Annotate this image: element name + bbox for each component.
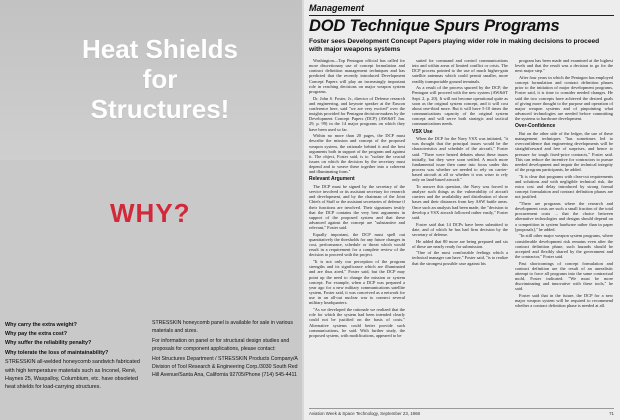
subheading-over-confidence: Over-Confidence <box>515 123 556 130</box>
ad-headline-line-3: Structures! <box>90 94 230 124</box>
ad-contact-block <box>152 320 298 382</box>
paragraph: Within no more than 20 pages, the DCP must describe the mission and concept of the proposed weapon system, the rationale behind it and the best arguments both in support of the program and against it. The object, Foster said, is to "isolate the crucial issues on which the decision by the secretary must depend and to weave these together into a coherent and illuminating form." <box>309 133 405 175</box>
ad-why-text: WHY? <box>110 198 191 228</box>
paragraph: Past shortcomings of concept formulation and contract definition are the result of an unrealistic attempt to force all programs into the same contractual mold, Foster indicated. "We must be more discriminating and innovative with these tools," he said. <box>515 260 613 292</box>
ad-availability-text: STRESSKIN honeycomb panel is available for sale in various materials and sizes. <box>152 320 293 334</box>
article-column-2 <box>412 58 508 408</box>
ad-headline <box>60 34 260 124</box>
paragraph: Dr. John S. Foster, Jr., director of Defense research and engineering, and keynote speaker at the Eascon conference here, said "we are very excited" over the insights provided for Pentagon decision-makers by the Development Concept Papers (DCP) (AW&ST Jan. 29, p. 99) in the 14 major programs on which they have been used so far. <box>309 95 405 132</box>
article-deck: Foster sees Development Concept Papers playing wider role in making decisions to proceed with major weapons systems <box>309 38 600 53</box>
article-column-3 <box>515 58 613 408</box>
advertisement-page <box>0 0 302 420</box>
paragraph: The DCP must be signed by the secretary of the service involved or its assistant secretary for research and development, and by the chairman of the Joint Chiefs of Staff or the assistant secretaries of defense if their functions are involved. Their signatures testify that the DCP contains the very best arguments in support of the proposed system and that these advanced against the concept are "substantive and relevant," Foster said. <box>309 183 405 231</box>
section-label: Management <box>309 3 365 13</box>
page-number: 71 <box>609 411 614 416</box>
article-column-1 <box>309 58 405 408</box>
ad-headline-line-1: Heat Shields <box>81 34 239 64</box>
paragraph: "As we developed the rationale we realized that the role for which the system had been intended clearly could not be justified on the basis of costs." Alternative systems could better provide such communications, he said. With further study, the proposed system, with modifications, appeared to be <box>309 307 405 338</box>
ad-contact-address: Hot Structures Department / STRESSKIN Products Company/A Division of Tool Research & Engineering Corp./3030 South Red Hill Avenue/Santa Ana, California 92705/Phone (714) 545-4411 <box>152 356 298 378</box>
ad-questions-block <box>5 321 145 391</box>
paragraph: As a result of the process spurred by the DCP, the Pentagon will proceed with the new system (AW&ST Sept. 2, p. 20). It will not become operational quite as soon as the original system concept, and it will cost about one-third more. But it will have 5-10 times the communications capacity of the original system concept and will serve both strategic and tactical communications needs. <box>412 85 508 127</box>
article-page <box>304 0 620 420</box>
paragraph: Washington—Top Pentagon official has called for more discretionary use of concept formulation and contract definition management techniques and has predicted that the recently introduced Development Concept Papers will play an increasingly important role in reaching decisions on major weapon system programs. <box>309 58 405 94</box>
footer-publication: Aviation Week & Space Technology, September 23, 1968 <box>309 411 420 416</box>
article-title: DOD Technique Spurs Programs <box>309 17 560 35</box>
ad-question-3: Why suffer the reliability penalty? <box>5 340 92 347</box>
paragraph: To answer this question, the Navy was forced to analyze such things as the vulnerability of aircraft carriers and the availability and distribution of shore bases and their distances from key ASW battle areas. Once such an analysis had been made, the "decision to develop a VSX aircraft followed rather easily," Foster said. <box>412 183 508 220</box>
paragraph: Equally important, the DCP must spell out quantitatively the thresholds for any future changes in cost, performance, schedule or threat which would result in a requirement for a complete review of the decision to proceed with the project. <box>309 231 405 258</box>
ad-question-1: Why carry the extra weight? <box>5 322 77 328</box>
subheading-relevant-argument: Relevant Argument <box>309 176 355 183</box>
paragraph: suited for command and control communications into and within areas of limited conflict or crisis. The DCP process pointed to the use of much higher-gain satellite antennas which could permit smaller, more readily transportable ground terminals. <box>412 58 508 84</box>
paragraph: "One of the most comfortable feelings which a technical manager can have," Foster said, "is to realize that the strongest possible case against his <box>412 250 508 266</box>
subheading-vsx-use: VSX Use <box>412 128 433 135</box>
paragraph: "It is clear that programs with clear-cut requirements and solutions and with negligible technical risk, the extra cost and delay introduced by strong formal concept formulation and contract definition phases are not justified. <box>515 173 613 200</box>
paragraph: But on the other side of the ledger, the use of these management techniques "has sometimes led to overconfidence that engineering developments will be straightforward and free of surprises, and hence to pressure for tough fixed-price contracts," Foster said. This can reduce the incentive for contractors to pursue needed development and impair the technical integrity of the program participants, he added. <box>515 130 613 172</box>
paragraph: After four years in which the Pentagon has employed concept formulation and contract definition phases prior to the initiation of major development programs, Foster said, it is time to consider needed changes. He said the two concepts have achieved the desired goals of giving more thought to the purpose and operation of major weapon systems and of pinpointing what advanced technologies are needed before committing the systems to hardware development. <box>515 74 613 122</box>
ad-headline-line-2: for <box>142 64 178 94</box>
ad-question-4: Why tolerate the loss of maintainability? <box>5 349 109 356</box>
page-footer <box>309 408 614 416</box>
paragraph: He added that 80 more are being prepared and six of these are nearly ready for submission. <box>412 238 508 249</box>
paragraph: "There are programs where the research and development costs are such a small fraction of the total procurement costs ... that the choice between alternative technologies and designs should depend on a competition in system hardware rather than in paper [proposals]," he added. <box>515 200 613 232</box>
paragraph: program has been made and examined at the highest levels and that the result was a decision to go for the next major step." <box>515 58 613 74</box>
ad-question-2: Why pay the extra cost? <box>5 331 68 338</box>
ad-info-text: For information on panel or for structural design studies and proposals for component applications, please contact: <box>152 338 290 352</box>
paragraph: "In still other major weapon system programs, where considerable development risk remains even after the contract definition phase, such hazards should be accepted and flexibly shared by the government and the contractor," Foster said. <box>515 233 613 259</box>
paragraph: When the DCP for the Navy VSX was initiated, "it was thought that the principal issues would be the characteristics and schedule of the aircraft," Foster said. "There were heated debates about these issues initially, but they were soon settled. A much more fundamental issue then came into focus under this process was whether we needed to rely on carrier-based aircraft at all or whether it was wiser to rely only on land-based aircraft." <box>412 136 508 183</box>
paragraph: "It is not only our perception of the program strengths and its significance which are illuminated and are thus aired," Foster said, but the DCP may point up the need to change the mission or system concept. For example, when a DCP was prepared a year ago for a new military communications satellite system, Foster said, it was conceived as a network for use in an all-out nuclear war to connect several military headquarters. <box>309 259 405 306</box>
paragraph: Foster said that 14 DCPs have been submitted to date, and of which he has had firm decision by the secretary of defense. <box>412 221 508 237</box>
section-rule <box>309 15 614 16</box>
ad-left-body: STRESSKIN all-welded honeycomb sandwich fabricated with high temperature materials such as Inconel, René, Haynes 25, Waspalloy, Columbium, etc. have obsoleted heat shields for load-carrying structures. <box>5 359 140 390</box>
paragraph: Foster said that in the future, the DCP for a new major weapon system will be required to recommend whether a contract definition phase is needed at all. <box>515 293 613 309</box>
